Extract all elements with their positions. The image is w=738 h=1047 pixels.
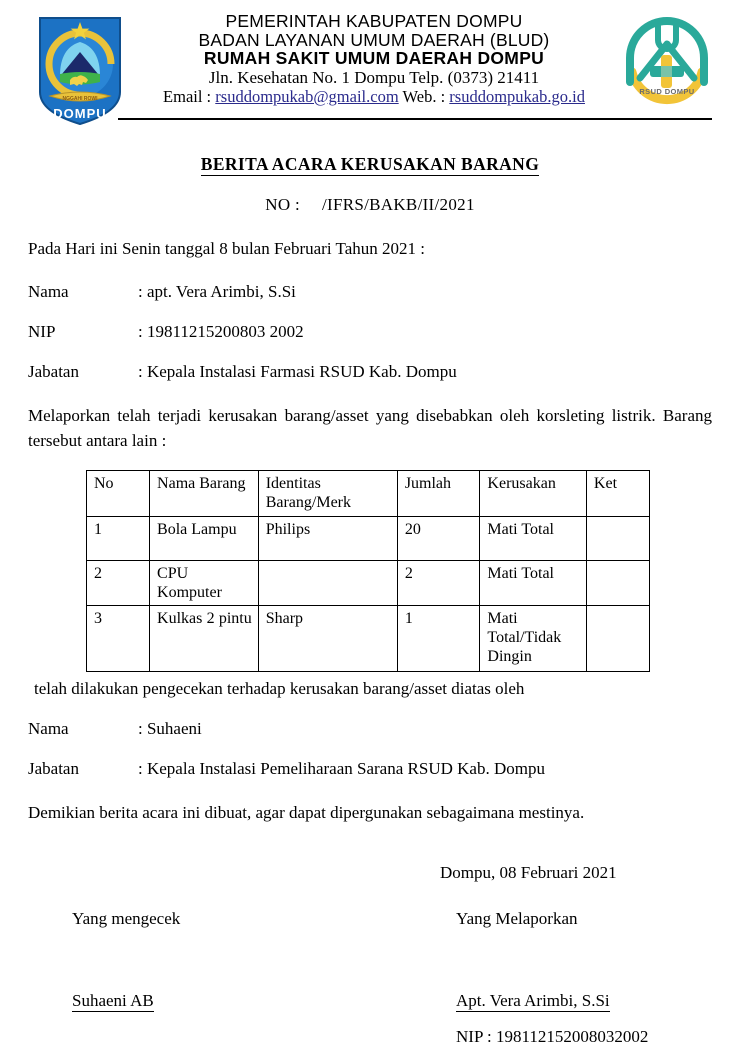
document-number-prefix: NO : — [265, 195, 300, 214]
signature-right-role: Yang Melaporkan — [456, 909, 578, 929]
rsud-dompu-logo-icon — [618, 10, 716, 110]
reporter-jabatan-label: Jabatan — [28, 361, 79, 381]
svg-text:NGGAHI ROWI: NGGAHI ROWI — [62, 96, 98, 102]
dompu-regency-emblem-icon — [36, 14, 124, 126]
checker-nama-value: : Suhaeni — [138, 718, 202, 738]
th-identitas-barang: Identitas Barang/Merk — [258, 470, 397, 516]
letterhead-divider — [118, 118, 712, 120]
letterhead-line-1: PEMERINTAH KABUPATEN DOMPU — [225, 11, 523, 31]
opening-statement: Pada Hari ini Senin tanggal 8 bulan Februari Tahun 2021 : — [28, 239, 425, 258]
letterhead-line-2: BADAN LAYANAN UMUM DAERAH (BLUD) — [198, 29, 550, 50]
signature-right-name — [456, 991, 712, 1011]
letterhead-text — [130, 12, 618, 105]
letterhead — [0, 0, 738, 130]
reporter-jabatan-row — [28, 362, 712, 382]
cell-identitas: Philips — [258, 516, 397, 560]
cell-ket — [586, 605, 649, 671]
damaged-items-table — [86, 470, 650, 672]
after-table-statement: telah dilakukan pengecekan terhadap kerusakan barang/asset diatas oleh — [34, 678, 525, 698]
signature-right-name-text: Apt. Vera Arimbi, S.Si — [456, 991, 610, 1011]
email-label: Email : — [163, 86, 216, 106]
cell-jumlah: 20 — [397, 516, 480, 560]
reporter-jabatan-value: : Kepala Instalasi Farmasi RSUD Kab. Dompu — [138, 361, 457, 381]
table-row — [87, 516, 650, 560]
cell-no: 2 — [87, 560, 150, 605]
page-title — [28, 154, 712, 175]
signature-column-right — [428, 909, 712, 1047]
svg-text:DOMPU: DOMPU — [53, 106, 107, 121]
signature-right-nip: NIP : 198112152008032002 — [456, 1027, 649, 1047]
closing-paragraph: Demikian berita acara ini dibuat, agar dapat dipergunakan sebagaimana mestinya. — [28, 802, 585, 822]
cell-kerusakan: Mati Total — [480, 516, 587, 560]
cell-ket — [586, 516, 649, 560]
checker-jabatan-label: Jabatan — [28, 758, 79, 778]
page-title-text: BERITA ACARA KERUSAKAN BARANG — [200, 154, 540, 174]
table-row — [87, 605, 650, 671]
checker-jabatan-row — [28, 759, 712, 779]
checker-nama-row — [28, 719, 712, 739]
signature-column-left — [28, 909, 428, 1047]
report-paragraph: Melaporkan telah terjadi kerusakan barang/asset yang disebabkan oleh korsleting listrik. Barang tersebut antara lain : — [28, 405, 712, 450]
cell-jumlah: 2 — [397, 560, 480, 605]
email-link[interactable]: rsuddompukab@gmail.com — [215, 86, 399, 106]
web-label: Web. : — [398, 86, 450, 106]
cell-identitas: Sharp — [258, 605, 397, 671]
cell-no: 3 — [87, 605, 150, 671]
th-ket: Ket — [586, 470, 649, 516]
signature-left-name — [72, 991, 428, 1011]
cell-identitas — [258, 560, 397, 605]
letterhead-line-3: RUMAH SAKIT UMUM DAERAH DOMPU — [203, 48, 545, 69]
cell-ket — [586, 560, 649, 605]
svg-text:RSUD DOMPU: RSUD DOMPU — [639, 87, 695, 96]
reporter-nip-value: : 19811215200803 2002 — [138, 321, 304, 341]
cell-kerusakan: Mati Total — [480, 560, 587, 605]
letterhead-contact — [130, 88, 618, 105]
cell-nama-barang: CPU Komputer — [150, 560, 259, 605]
website-link[interactable]: rsuddompukab.go.id — [449, 86, 585, 106]
cell-kerusakan: Mati Total/Tidak Dingin — [480, 605, 587, 671]
signature-left-name-text: Suhaeni AB — [72, 991, 154, 1011]
th-jumlah: Jumlah — [397, 470, 480, 516]
letterhead-address: Jln. Kesehatan No. 1 Dompu Telp. (0373) 21411 — [208, 67, 540, 87]
place-and-date: Dompu, 08 Februari 2021 — [440, 863, 617, 883]
document-number — [28, 195, 712, 215]
reporter-nama-row — [28, 282, 712, 302]
cell-no: 1 — [87, 516, 150, 560]
th-kerusakan: Kerusakan — [480, 470, 587, 516]
reporter-nip-label: NIP — [28, 321, 56, 341]
signature-left-role: Yang mengecek — [72, 909, 181, 929]
reporter-nip-row — [28, 322, 712, 342]
cell-jumlah: 1 — [397, 605, 480, 671]
document-body — [0, 154, 738, 1047]
checker-jabatan-value: : Kepala Instalasi Pemeliharaan Sarana RSUD Kab. Dompu — [138, 758, 545, 778]
document-number-value: /IFRS/BAKB/II/2021 — [321, 195, 475, 214]
th-nama-barang: Nama Barang — [150, 470, 259, 516]
reporter-nama-label: Nama — [28, 281, 69, 301]
th-no: No — [87, 470, 150, 516]
cell-nama-barang: Bola Lampu — [150, 516, 259, 560]
checker-nama-label: Nama — [28, 718, 69, 738]
signature-block — [28, 863, 712, 1047]
cell-nama-barang: Kulkas 2 pintu — [150, 605, 259, 671]
table-row — [87, 560, 650, 605]
reporter-nama-value: : apt. Vera Arimbi, S.Si — [138, 281, 296, 301]
table-header-row — [87, 470, 650, 516]
damaged-items-table-wrapper — [28, 470, 712, 672]
